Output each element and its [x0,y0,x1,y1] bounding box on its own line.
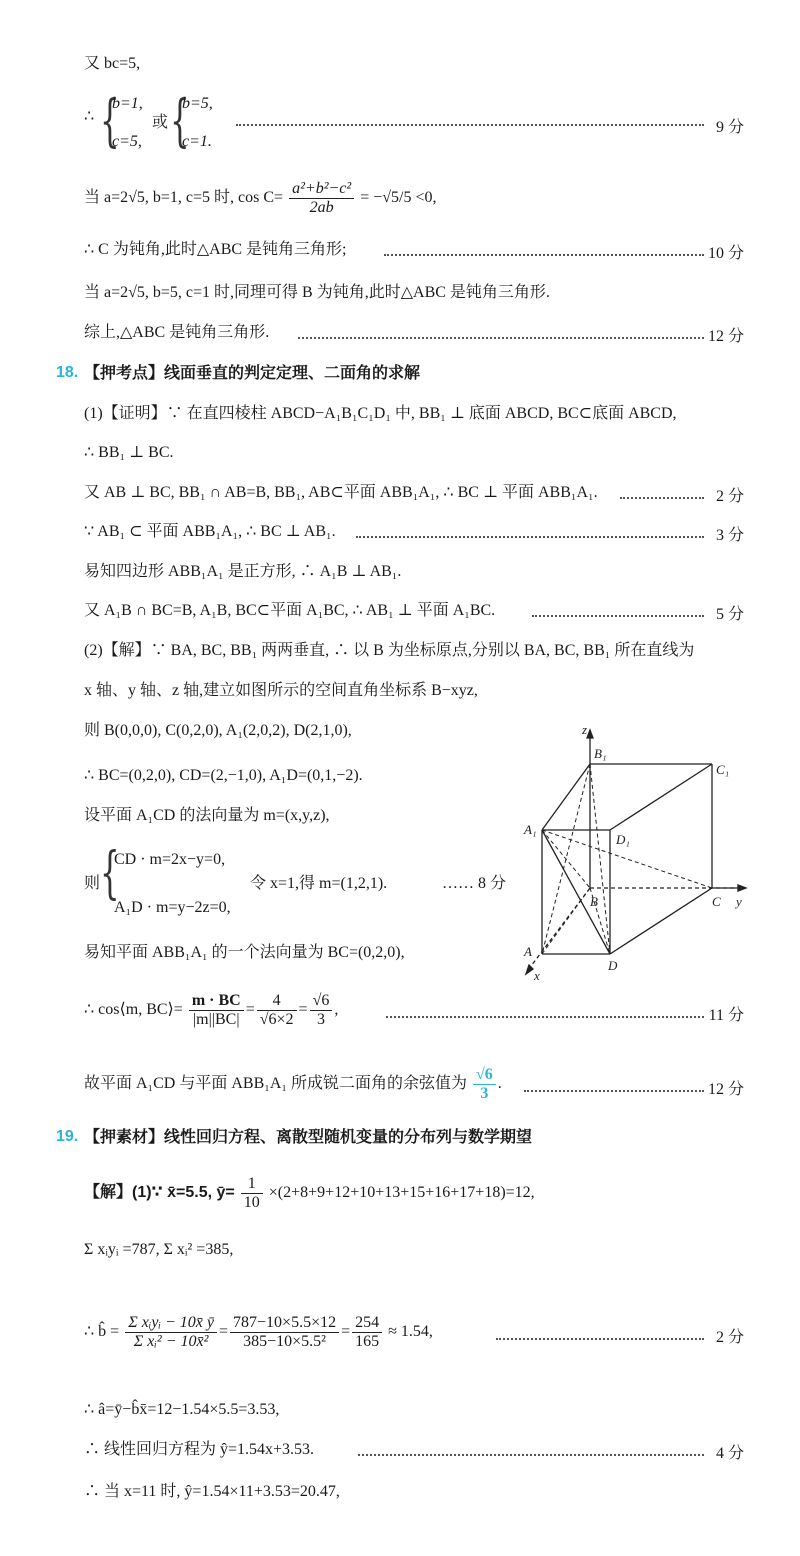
text-line: x 轴、y 轴、z 轴,建立如图所示的空间直角坐标系 B−xyz, [84,682,478,699]
label-A: A [524,944,532,959]
fraction-numerator: 254 [352,1314,382,1333]
segment-A1B [542,830,590,888]
text-segment: ≈ 1.54, [388,1323,433,1341]
score-label: 12 分 [707,1081,744,1098]
case-eq: b=5, [182,95,213,112]
dotted-leader [236,124,704,126]
dotted-leader [620,497,704,499]
fraction-denominator: 385−10×5.5² [243,1333,326,1350]
case-eq: c=5, [112,133,142,150]
score-label: 2 分 [715,488,744,505]
text-line: ∴ cos⟨m, BC⟩= $\frac{m \cdot BC}{|m||BC|}$ = $\frac{4}{√6\times 2}$ = $\frac{√6}{3}$ , [84,992,339,1028]
prism-coordinate-figure [520,722,750,984]
text-line: ∴ b̂ = $\frac{\text{Σ xᵢyᵢ − 10x̄ ȳ}}{\text{Σ xᵢ² − 10x̄²}}$ = $\frac{787-10\times 5.5\times 12}{\text{385−10×5.5²}}$ = $\frac{254}{165}$ ≈ 1.54, [84,1314,433,1350]
left-brace-icon: { [100,841,120,906]
fraction [310,992,333,1029]
dotted-leader [386,1016,704,1018]
text-line: Σ xᵢyᵢ =787, Σ xᵢ² =385, [84,1241,234,1258]
case-eq: c=1. [182,133,212,150]
therefore-symbol: ∴ [84,108,95,125]
edge-C1D1 [610,764,712,830]
text-segment: ∴ b̂ = [84,1323,120,1341]
text-line [84,1175,535,1212]
text-line: ∴ 线性回归方程为 ŷ=1.54x+3.53. [84,1441,315,1458]
fraction-numerator: 1 [241,1175,263,1194]
fraction-denominator: Σ xᵢ² − 10x̄² [133,1333,209,1350]
edge-DC [610,888,712,954]
fraction-numerator: m · BC [189,992,244,1011]
fraction [352,1314,382,1351]
equation: A₁D · m=y−2z=0, [114,899,231,916]
label-C: C [712,894,721,909]
dotted-leader [384,254,704,256]
hidden-edges [542,764,712,954]
case-eq: b=1, [112,95,143,112]
label-A1: A₁ [524,822,537,837]
text-segment: 【解】(1)∵ x̄=5.5, ȳ= [84,1184,235,1202]
fraction [230,1314,339,1351]
text-line: 易知四边形 ABB₁A₁ 是正方形, ∴ A₁B ⊥ AB₁. [84,563,402,580]
prism-edges [526,730,746,974]
text-line: 又 AB ⊥ BC, BB₁ ∩ AB=B, BB₁, AB⊂平面 ABB₁A₁, ∴ BC ⊥ 平面 ABB₁A₁. [84,484,598,501]
text-line: ∴ C 为钝角,此时△ABC 是钝角三角形; [84,241,347,258]
score-label: …… 8 分 [442,875,507,892]
edge-A1B1 [542,764,590,830]
text-line: ∵ AB₁ ⊂ 平面 ABB₁A₁, ∴ BC ⊥ AB₁. [84,523,336,540]
text-segment: ∴ cos⟨m, BC⟩= [84,1001,183,1019]
answer-fraction [473,1066,496,1103]
text-segment: 令 x=1,得 m=(1,2,1). [250,875,388,892]
dotted-leader [298,337,704,339]
text-line: ∴ â=ȳ−b̂x̄=12−1.54×5.5=3.53, [84,1401,280,1418]
fraction-numerator: √6 [310,992,333,1011]
score-label: 3 分 [715,527,744,544]
label-C1: C₁ [716,762,730,777]
vertex-labels [523,722,742,983]
question-heading: 【押素材】线性回归方程、离散型随机变量的分布列与数学期望 [84,1129,533,1146]
question-number: 18. [56,364,79,381]
score-label: 9 分 [715,119,744,136]
fraction-numerator: Σ xᵢyᵢ − 10x̄ ȳ [125,1314,217,1333]
fraction-denominator: 2ab [309,199,334,216]
dotted-leader [358,1454,704,1456]
x-axis-arrow-icon [526,965,533,974]
label-D1: D₁ [616,832,630,847]
text-line: ∴ BC=(0,2,0), CD=(2,−1,0), A₁D=(0,1,−2). [84,767,363,784]
text-segment: 故平面 A₁CD 与平面 ABB₁A₁ 所成锐二面角的余弦值为 [84,1075,467,1093]
text-line: 又 A₁B ∩ BC=B, A₁B, BC⊂平面 A₁BC, ∴ AB₁ ⊥ 平面 A₁BC. [84,602,496,619]
left-brace-icon: { [100,89,120,154]
text-line: 则 B(0,0,0), C(0,2,0), A₁(2,0,2), D(2,1,0), [84,722,352,739]
question-number: 19. [56,1128,79,1145]
fraction [289,180,354,217]
score-label: 12 分 [707,328,744,345]
text-line: (1)【证明】∵ 在直四棱柱 ABCD−A₁B₁C₁D₁ 中, BB₁ ⊥ 底面 ABCD, BC⊂底面 ABCD, [84,405,677,422]
text-line: ∴ BB₁ ⊥ BC. [84,444,174,461]
label-B: B [590,894,598,909]
dotted-leader [524,1090,704,1092]
text-segment: 则 [84,875,101,892]
segment-A1D [542,830,610,954]
dotted-leader [496,1338,704,1340]
fraction [125,1314,217,1351]
score-label: 10 分 [707,245,744,262]
text-line: 又 bc=5, [84,55,141,72]
dotted-leader [532,615,704,617]
text-segment: = −√5/5 <0, [360,189,437,207]
text-line: (2)【解】∵ BA, BC, BB₁ 两两垂直, ∴ 以 B 为坐标原点,分别以 BA, BC, BB₁ 所在直线为 [84,642,695,659]
text-segment: ×(2+8+9+12+10+13+15+16+17+18)=12, [268,1184,535,1202]
label-x: x [534,968,540,983]
label-z: z [582,722,588,737]
fraction-denominator: 3 [480,1085,489,1102]
fraction [257,992,297,1029]
fraction-denominator: |m||BC| [192,1011,240,1028]
fraction-numerator: a²+b²−c² [289,180,354,199]
fraction-numerator: √6 [473,1066,496,1085]
question-heading: 【押考点】线面垂直的判定定理、二面角的求解 [84,365,421,382]
text-line: 设平面 A₁CD 的法向量为 m=(x,y,z), [84,807,330,824]
score-label: 11 分 [708,1007,744,1024]
score-label: 5 分 [715,606,744,623]
text-line: 易知平面 ABB₁A₁ 的一个法向量为 BC=(0,2,0), [84,944,405,961]
fraction-numerator: 787−10×5.5×12 [230,1314,339,1333]
fraction-denominator: 165 [355,1333,380,1350]
text-line: 当 a=2√5, b=5, c=1 时,同理可得 B 为钝角,此时△ABC 是钝角三角形. [84,284,550,301]
edge-AB [542,888,590,954]
text-line: 综上,△ABC 是钝角三角形. [84,324,270,341]
text-segment: 当 a=2√5, b=1, c=5 时, cos C= [84,189,284,207]
label-D: D [608,958,618,973]
fraction-numerator: 4 [257,992,297,1011]
label-y: y [736,894,742,909]
fraction-denominator: 10 [243,1194,260,1211]
y-axis-arrow-icon [738,885,746,891]
segment-B1D [590,764,610,954]
equation: CD · m=2x−y=0, [114,851,226,868]
fraction-denominator: 3 [316,1011,325,1028]
left-brace-icon: { [170,89,190,154]
text-line: 故平面 A₁CD 与平面 ABB₁A₁ 所成锐二面角的余弦值为 $\frac{√6}{3}$ . [84,1066,502,1102]
score-label: 2 分 [715,1329,744,1346]
or-text: 或 [152,114,169,131]
text-line: ∴ 当 x=11 时, ŷ=1.54×11+3.53=20.47, [84,1483,340,1500]
fraction [241,1175,263,1212]
score-label: 4 分 [715,1445,744,1462]
dotted-leader [356,536,704,538]
text-line [84,180,436,217]
fraction [189,992,244,1029]
fraction-denominator: √6×2 [259,1011,294,1028]
z-axis-arrow-icon [587,730,593,738]
label-B1: B₁ [594,746,607,761]
